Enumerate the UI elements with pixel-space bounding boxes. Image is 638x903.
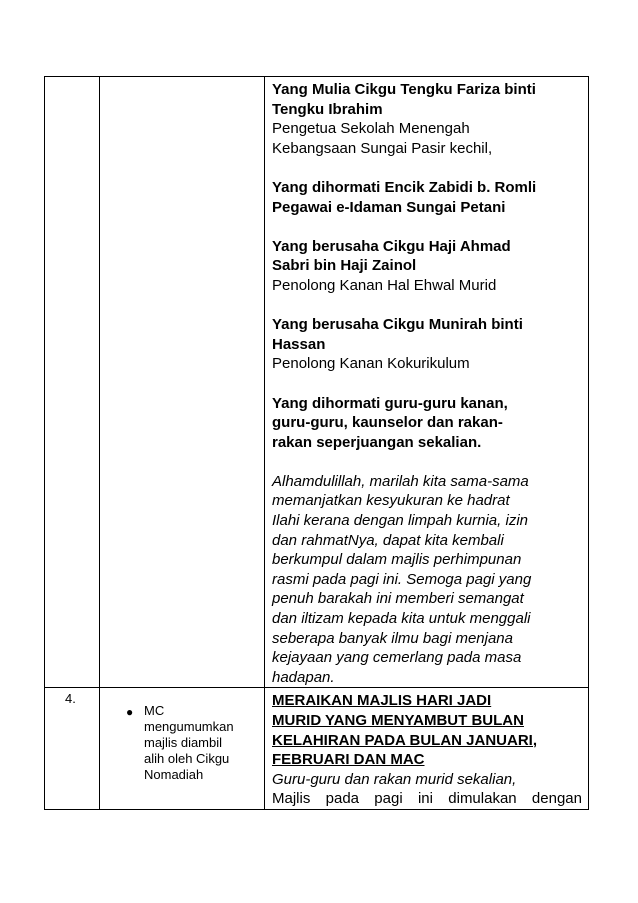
- text-line: penuh barakah ini memberi semangat: [272, 590, 524, 608]
- number-cell: [45, 688, 100, 810]
- text-line: Ilahi kerana dengan limpah kurnia, izin: [272, 512, 528, 530]
- heading-line: FEBRUARI DAN MAC: [272, 751, 425, 769]
- bullet-icon: ●: [126, 705, 134, 720]
- text-line: Yang dihormati Encik Zabidi b. Romli: [272, 178, 537, 196]
- text-line: hadapan.: [272, 668, 335, 686]
- text-line: Tengku Ibrahim: [272, 100, 383, 118]
- text-line: Alhamdulillah, marilah kita sama-sama: [272, 472, 529, 490]
- speech-cell: [265, 77, 589, 688]
- text-line: Pegawai e-Idaman Sungai Petani: [272, 198, 506, 216]
- text-line: rasmi pada pagi ini. Semoga pagi yang: [272, 570, 532, 588]
- role-line: alih oleh Cikgu: [144, 751, 230, 767]
- role-cell: [100, 77, 265, 688]
- text-line: Yang dihormati guru-guru kanan,: [272, 394, 508, 412]
- paragraph-gap: [272, 158, 582, 178]
- text-line: Yang berusaha Cikgu Haji Ahmad: [272, 237, 511, 255]
- text-line: Penolong Kanan Kokurikulum: [272, 355, 470, 373]
- text-line: dan iltizam kepada kita untuk menggali: [272, 610, 531, 628]
- greeting-line: Guru-guru dan rakan murid sekalian,: [272, 770, 517, 788]
- text-line: dan rahmatNya, dapat kita kembali: [272, 531, 504, 549]
- paragraph-gap: [272, 296, 582, 316]
- text-line: guru-guru, kaunselor dan rakan-: [272, 414, 503, 432]
- text-line: kejayaan yang cemerlang pada masa: [272, 649, 522, 667]
- role-line: Nomadiah: [144, 767, 204, 783]
- text-line: Hassan: [272, 335, 326, 353]
- role-line: majlis diambil: [144, 735, 223, 751]
- speech-cell: [265, 688, 589, 810]
- item-number: 4.: [65, 691, 76, 707]
- heading-line: KELAHIRAN PADA BULAN JANUARI,: [272, 731, 537, 749]
- text-line: Kebangsaan Sungai Pasir kechil,: [272, 139, 493, 157]
- text-line: Pengetua Sekolah Menengah: [272, 120, 470, 138]
- role-line: MC: [144, 703, 165, 719]
- table-row: [45, 77, 589, 688]
- text-line: memanjatkan kesyukuran ke hadrat: [272, 492, 510, 510]
- text-line: berkumpul dalam majlis perhimpunan: [272, 551, 522, 569]
- text-line: rakan seperjuangan sekalian.: [272, 433, 482, 451]
- text-line: Sabri bin Haji Zainol: [272, 257, 417, 275]
- paragraph-gap: [272, 374, 582, 394]
- number-cell: [45, 77, 100, 688]
- text-line: Penolong Kanan Hal Ehwal Murid: [272, 276, 497, 294]
- heading-line: MERAIKAN MAJLIS HARI JADI: [272, 692, 492, 710]
- heading-line: MURID YANG MENYAMBUT BULAN: [272, 712, 524, 729]
- text-line: seberapa banyak ilmu bagi menjana: [272, 629, 513, 647]
- table-row: [45, 688, 589, 810]
- text-line: Yang berusaha Cikgu Munirah binti: [272, 316, 523, 334]
- role-cell: [100, 688, 265, 810]
- speech-text: [265, 688, 588, 809]
- text-line: Majlis pada pagi ini dimulakan dengan: [272, 790, 582, 808]
- text-line: Yang Mulia Cikgu Tengku Fariza binti: [272, 81, 536, 98]
- paragraph-gap: [272, 217, 582, 237]
- role-list-item: [100, 688, 264, 783]
- agenda-table: [44, 76, 589, 810]
- speech-text: [265, 77, 588, 687]
- paragraph-gap: [272, 452, 582, 472]
- role-line: mengumumkan: [144, 719, 234, 735]
